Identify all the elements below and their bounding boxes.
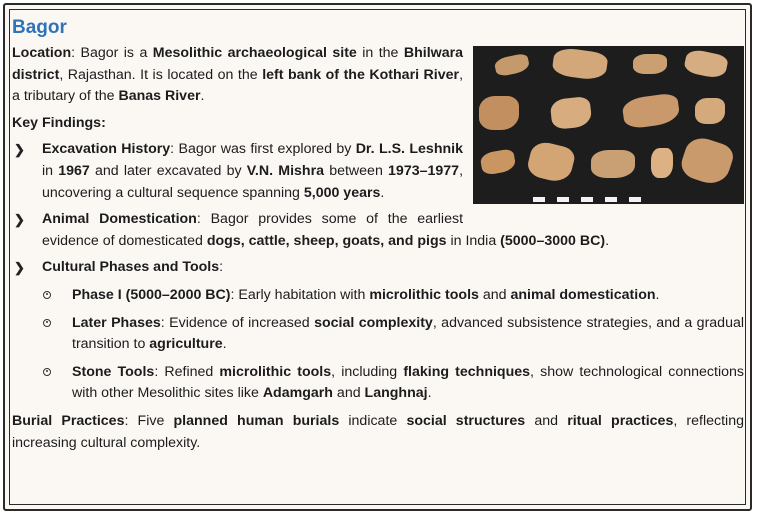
- later-phases-subitem: Later Phases: Evidence of increased social complexity, advanced subsistence strategies, and a gradual transition to agriculture.: [12, 313, 744, 356]
- circle-dot-icon: [43, 319, 51, 327]
- stone-tools-subitem: Stone Tools: Refined microlithic tools, including flaking techniques, show technological connections with other Mesolithic sites like Adamgarh and Langhnaj.: [12, 362, 744, 405]
- key-findings-heading: Key Findings:: [12, 114, 106, 131]
- burial-practices-paragraph: Burial Practices: Five planned human burials indicate social structures and ritual practices, reflecting increasing cultural complexity.: [12, 412, 744, 451]
- card-content: [12, 15, 744, 454]
- page-title: Bagor: [12, 17, 67, 38]
- arrow-bullet-icon: ❯: [14, 212, 25, 228]
- arrow-bullet-icon: ❯: [14, 142, 25, 158]
- excavation-history-item: ❯ Excavation History: Bagor was first explored by Dr. L.S. Leshnik in 1967 and later excavated by V.N. Mishra between 1973–1977, uncovering a cultural sequence spanning 5,000 years.: [14, 141, 464, 201]
- cultural-phases-item: ❯ Cultural Phases and Tools:: [12, 257, 744, 279]
- arrow-bullet-icon: ❯: [14, 260, 25, 276]
- phase-one-subitem: Phase I (5000–2000 BC): Early habitation with microlithic tools and animal domestication.: [12, 285, 744, 307]
- animal-domestication-item: ❯ Animal Domestication: Bagor provides some of the earliest evidence of domesticated dogs, cattle, sheep, goats, and pigs in India (5000–3000 BC).: [14, 211, 610, 249]
- circle-dot-icon: [43, 291, 51, 299]
- circle-dot-icon: [43, 368, 51, 376]
- location-paragraph: Location: Bagor is a Mesolithic archaeological site in the Bhilwara district, Rajasthan. It is located on the left bank of the Kothari River, a tributary of the Banas River.: [12, 45, 464, 105]
- content-card: [3, 3, 752, 511]
